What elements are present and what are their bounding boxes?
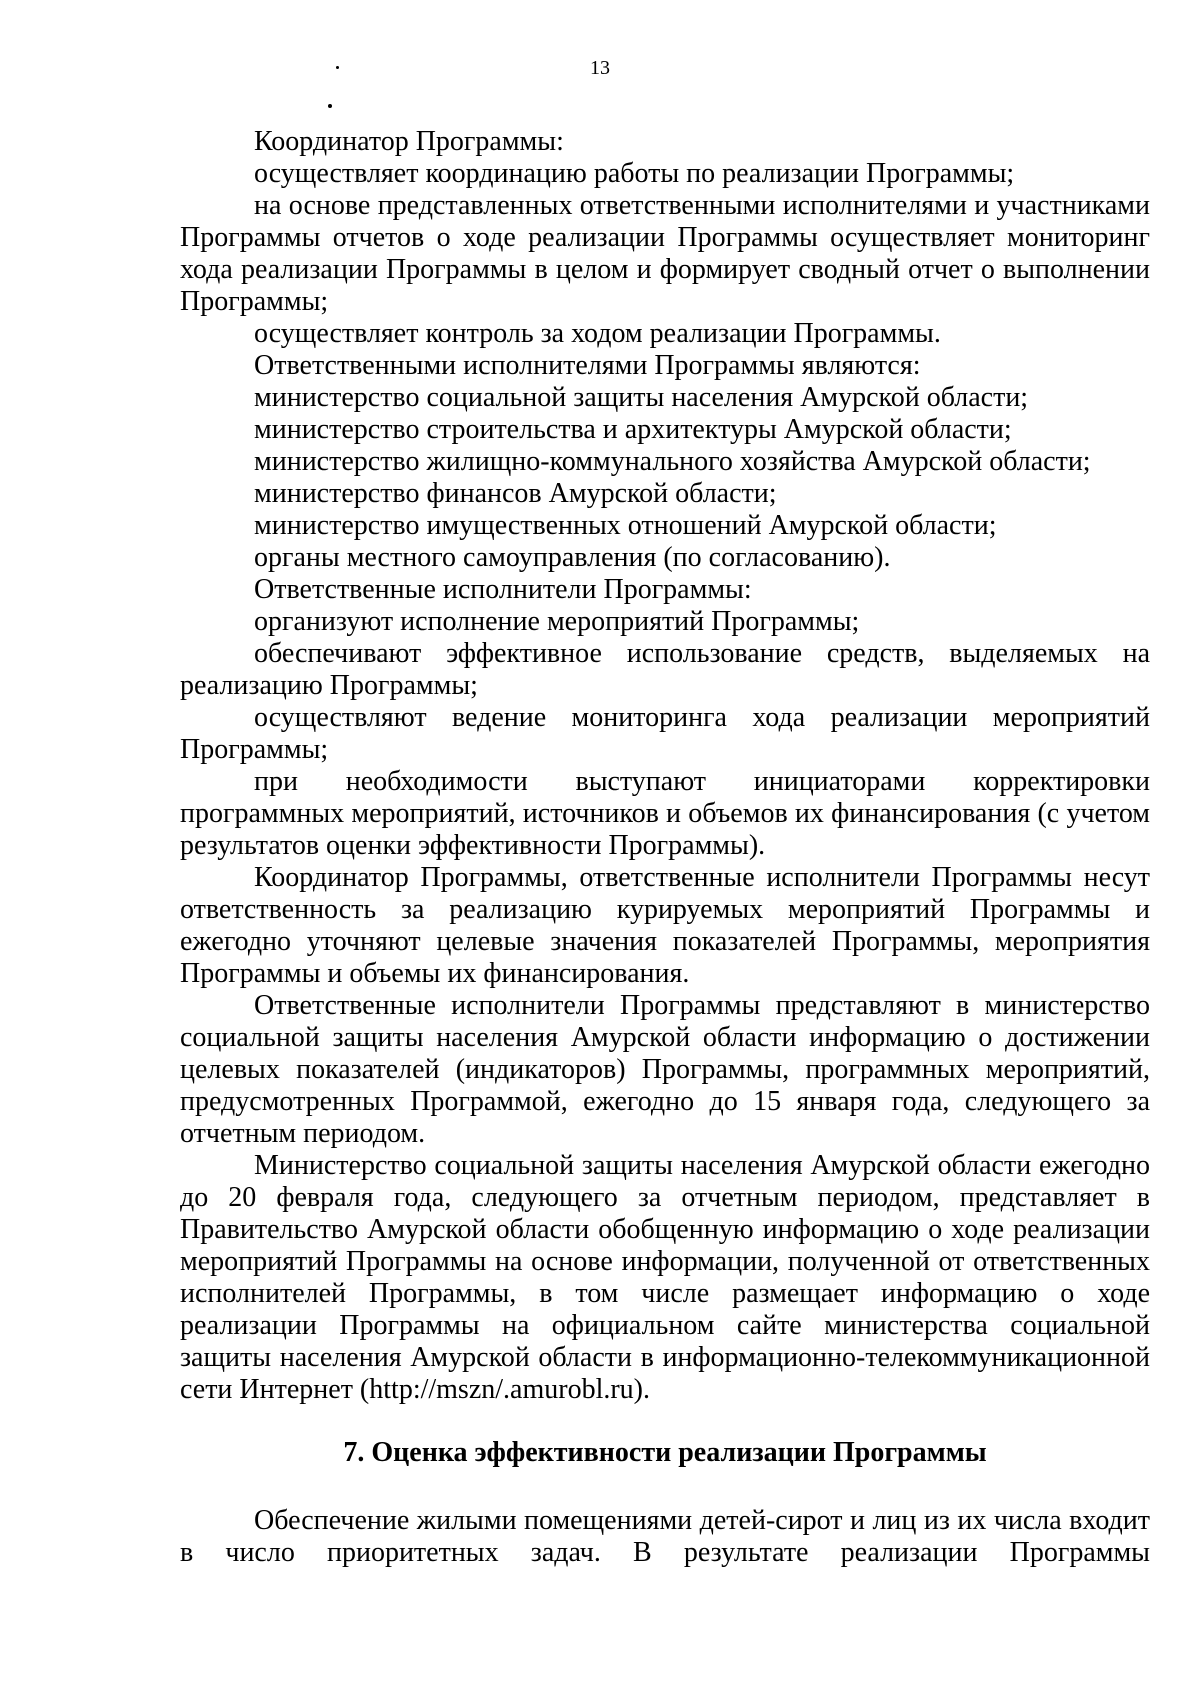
- paragraph: на основе представленных ответственными исполнителями и участниками Программы отчетов о ходе реализации Программы осуществляет мониторинг хода реализации Программы в целом и формирует сводный отчет о выполнении Программы;: [180, 190, 1150, 317]
- paragraph: Министерство социальной защиты населения Амурской области ежегодно до 20 февраля года, следующего за отчетным периодом, представляет в Правительство Амурской области обобщенную информацию о ходе реализации мероприятий Программы на основе информации, полученной от ответственных исполнителей Программы, в том числе размещает информацию о ходе реализации Программы на официальном сайте министерства социальной защиты населения Амурской области в информационно-телекоммуникационной сети Интернет (http://mszn/.amurobl.ru).: [180, 1150, 1150, 1405]
- paragraph: Координатор Программы:: [254, 126, 564, 157]
- paragraph: Ответственные исполнители Программы представляют в министерство социальной защиты населения Амурской области информацию о достижении целевых показателей (индикаторов) Программы, программных мероприятий, предусмотренных Программой, ежегодно до 15 января года, следующего за отчетным периодом.: [180, 990, 1150, 1149]
- list-item: осуществляют ведение мониторинга хода реализации мероприятий Программы;: [180, 702, 1150, 765]
- list-item: организуют исполнение мероприятий Программы;: [254, 606, 860, 637]
- list-item: министерство социальной защиты населения Амурской области;: [254, 382, 1029, 413]
- list-item: министерство имущественных отношений Амурской области;: [254, 510, 997, 541]
- paragraph: осуществляет координацию работы по реализации Программы;: [254, 158, 1015, 189]
- body-text: [180, 126, 1150, 1569]
- section-heading: 7. Оценка эффективности реализации Программы: [343, 1437, 987, 1468]
- paragraph: Ответственные исполнители Программы:: [254, 574, 752, 605]
- list-item: министерство жилищно-коммунального хозяйства Амурской области;: [254, 446, 1091, 477]
- paragraph: осуществляет контроль за ходом реализации Программы.: [254, 318, 941, 349]
- paragraph: Обеспечение жилыми помещениями детей-сирот и лиц из их числа входит в число приоритетных задач. В результате реализации Программы: [180, 1505, 1150, 1568]
- paragraph: Координатор Программы, ответственные исполнители Программы несут ответственность за реализацию курируемых мероприятий Программы и ежегодно уточняют целевые значения показателей Программы, мероприятия Программы и объемы их финансирования.: [180, 862, 1150, 989]
- list-item: министерство финансов Амурской области;: [254, 478, 777, 509]
- scan-speck: [336, 66, 339, 69]
- page-number: 13: [590, 57, 610, 79]
- paragraph: Ответственными исполнителями Программы являются:: [254, 350, 921, 381]
- scan-speck: [328, 104, 332, 108]
- list-item: министерство строительства и архитектуры Амурской области;: [254, 414, 1012, 445]
- list-item: при необходимости выступают инициаторами корректировки программных мероприятий, источников и объемов их финансирования (с учетом результатов оценки эффективности Программы).: [180, 766, 1150, 861]
- list-item: органы местного самоуправления (по согласованию).: [254, 542, 891, 573]
- list-item: обеспечивают эффективное использование средств, выделяемых на реализацию Программы;: [180, 638, 1150, 701]
